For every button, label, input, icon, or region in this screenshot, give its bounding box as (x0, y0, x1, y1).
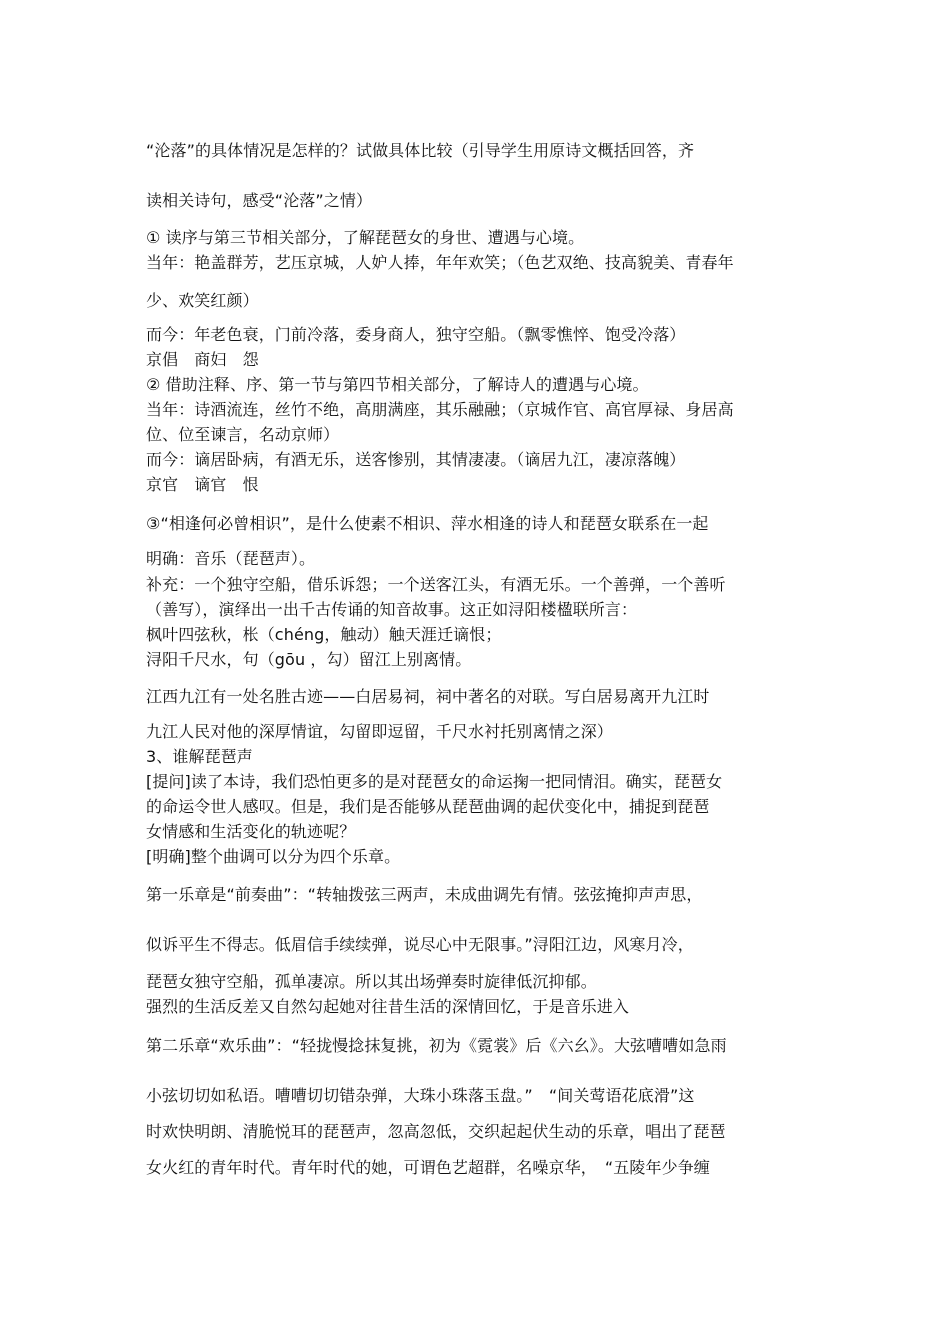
text-line: 京倡 商妇 怨 (146, 350, 259, 369)
text-line: 九江人民对他的深厚情谊，勾留即逗留，千尺水衬托别离情之深） (146, 722, 613, 741)
text-line: 女火红的青年时代。青年时代的她，可谓色艺超群，名噪京华， “五陵年少争缠 (146, 1158, 710, 1177)
text-line: 的命运令世人感叹。但是，我们是否能够从琵琶曲调的起伏变化中，捕捉到琵琶 (146, 797, 710, 816)
text-line: （善写），演绎出一出千古传诵的知音故事。这正如浔阳楼楹联所言： (146, 600, 638, 619)
text-line: 第一乐章是“前奏曲”：“转轴拨弦三两声，未成曲调先有情。弦弦掩抑声声思， (146, 885, 703, 904)
text-line: 读相关诗句，感受“沦落”之情） (146, 191, 373, 210)
text-line: 小弦切切如私语。嘈嘈切切错杂弹，大珠小珠落玉盘。” “间关莺语花底滑”这 (146, 1086, 695, 1105)
text-line: 当年：艳盖群芳，艺压京城，人妒人捧，年年欢笑；（色艺双绝、技高貌美、青春年 (146, 253, 734, 272)
text-line: 而今：年老色衰，门前冷落，委身商人，独守空船。（飘零憔悴、饱受冷落） (146, 325, 686, 344)
text-line: ① 读序与第三节相关部分，了解琵琶女的身世、遭遇与心境。 (146, 228, 585, 247)
text-line: 时欢快明朗、清脆悦耳的琵琶声，忽高忽低，交织起起伏生动的乐章，唱出了琵琶 (146, 1122, 726, 1141)
text-line: 琵琶女独守空船，孤单凄凉。所以其出场弹奏时旋律低沉抑郁。 (146, 972, 597, 991)
text-line: [明确]整个曲调可以分为四个乐章。 (146, 847, 401, 866)
text-line: 枫叶四弦秋，枨（chéng，触动）触天涯迁谪恨； (146, 625, 502, 644)
text-line: 当年：诗酒流连，丝竹不绝，高朋满座，其乐融融；（京城作官、高官厚禄、身居高 (146, 400, 734, 419)
text-line: 3、谁解琵琶声 (146, 747, 253, 766)
text-line: 似诉平生不得志。低眉信手续续弹，说尽心中无限事。”浔阳江边，风寒月冷， (146, 935, 694, 954)
text-line: 补充：一个独守空船，借乐诉怨；一个送客江头，有酒无乐。一个善弹，一个善听 (146, 575, 726, 594)
text-line: 第二乐章“欢乐曲”：“轻拢慢捻抹复挑，初为《霓裳》后《六幺》。大弦嘈嘈如急雨 (146, 1036, 727, 1055)
text-line: 位、位至谏言，名动京师） (146, 425, 340, 444)
text-line: ② 借助注释、序、第一节与第四节相关部分，了解诗人的遭遇与心境。 (146, 375, 649, 394)
text-line: 女情感和生活变化的轨迹呢？ (146, 822, 356, 841)
text-line: 少、欢笑红颜） (146, 291, 259, 310)
text-line: 江西九江有一处名胜古迹——白居易祠，祠中著名的对联。写白居易离开九江时 (146, 687, 710, 706)
text-line: 而今：谪居卧病，有酒无乐，送客惨别，其情凄凄。（谪居九江，凄凉落魄） (146, 450, 686, 469)
text-line: [提问]读了本诗，我们恐怕更多的是对琵琶女的命运掬一把同情泪。确实，琵琶女 (146, 772, 723, 791)
text-line: 京官 谪官 恨 (146, 475, 259, 494)
text-line: ③“相逢何必曾相识”，是什么使素不相识、萍水相逢的诗人和琵琶女联系在一起 (146, 514, 709, 533)
text-line: 明确：音乐（琵琶声）。 (146, 549, 316, 568)
text-line: “沦落”的具体情况是怎样的？试做具体比较（引导学生用原诗文概括回答，齐 (146, 141, 695, 160)
text-line: 浔阳千尺水，句（gōu ，勾）留江上别离情。 (146, 650, 472, 669)
text-line: 强烈的生活反差又自然勾起她对往昔生活的深情回忆，于是音乐进入 (146, 997, 630, 1016)
